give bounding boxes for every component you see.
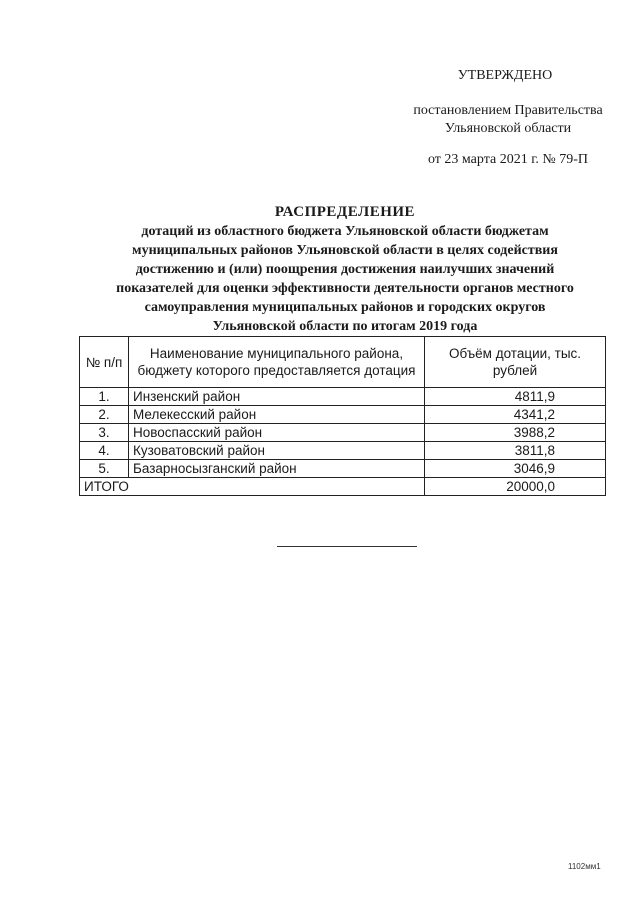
row-num: 5. — [80, 460, 129, 478]
table-total-row — [80, 478, 606, 496]
table-row — [80, 388, 606, 406]
footer-document-code: 1102мм1 — [568, 862, 601, 871]
total-label: ИТОГО — [80, 478, 425, 496]
title-line: дотаций из областного бюджета Ульяновской области бюджетам — [141, 224, 549, 239]
row-num: 3. — [80, 424, 129, 442]
row-subsidy-amount: 4811,9 — [425, 388, 606, 406]
approval-date-line: от 23 марта 2021 г. № 79-П — [427, 152, 589, 167]
table-row — [80, 424, 606, 442]
header-num: № п/п — [80, 337, 129, 388]
title-line: достижению и (или) поощрения достижения наилучших значений — [135, 262, 555, 277]
table-row — [80, 442, 606, 460]
row-num: 2. — [80, 406, 129, 424]
table-header-row — [80, 337, 606, 388]
row-district-name: Базарносызганский район — [129, 460, 425, 478]
closing-divider — [277, 546, 417, 547]
header-district-name: Наименование муниципального района, бюджету которого предоставляется дотация — [129, 337, 425, 388]
document-title-block — [80, 203, 610, 336]
row-subsidy-amount: 3811,8 — [425, 442, 606, 460]
approval-heading: УТВЕРЖДЕНО — [457, 68, 553, 83]
approval-region-line: Ульяновской области — [444, 121, 572, 136]
row-subsidy-amount: 3988,2 — [425, 424, 606, 442]
row-subsidy-amount: 4341,2 — [425, 406, 606, 424]
header-subsidy-amount: Объём дотации, тыс. рублей — [425, 337, 606, 388]
document-title: РАСПРЕДЕЛЕНИЕ — [274, 204, 416, 220]
distribution-table — [79, 336, 606, 496]
row-district-name: Мелекесский район — [129, 406, 425, 424]
title-line: муниципальных районов Ульяновской области в целях содействия — [132, 243, 558, 258]
row-district-name: Новоспасский район — [129, 424, 425, 442]
row-subsidy-amount: 3046,9 — [425, 460, 606, 478]
row-district-name: Кузоватовский район — [129, 442, 425, 460]
total-amount: 20000,0 — [425, 478, 606, 496]
row-num: 4. — [80, 442, 129, 460]
row-district-name: Инзенский район — [129, 388, 425, 406]
title-line: показателей для оценки эффективности деятельности органов местного — [116, 281, 574, 296]
title-line: Ульяновской области по итогам 2019 года — [212, 319, 478, 334]
table-row — [80, 460, 606, 478]
approval-resolution-line: постановлением Правительства — [413, 103, 603, 118]
row-num: 1. — [80, 388, 129, 406]
title-line: самоуправления муниципальных районов и городских округов — [144, 300, 546, 315]
table-row — [80, 406, 606, 424]
